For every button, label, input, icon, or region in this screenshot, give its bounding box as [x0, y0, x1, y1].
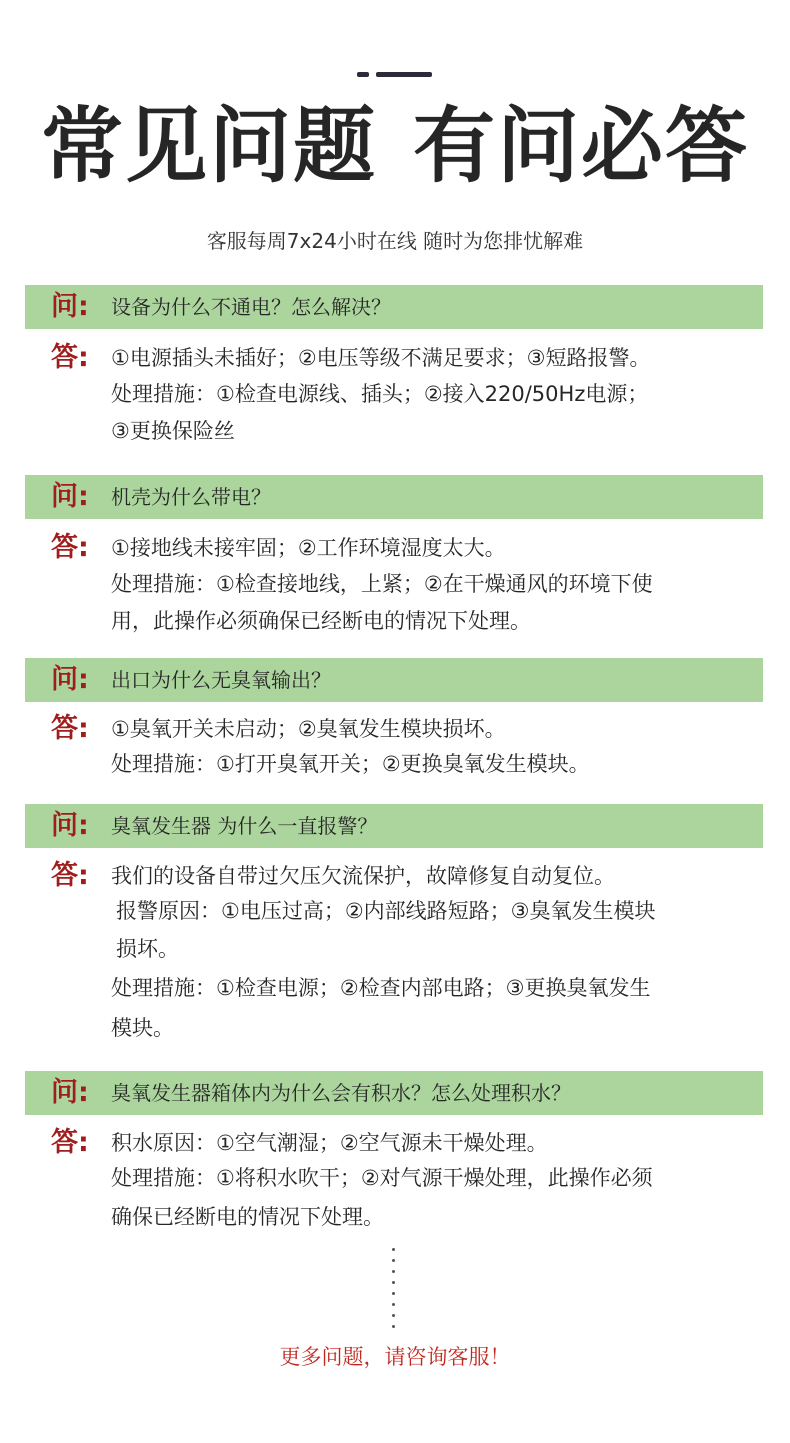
answer-label: 答: — [51, 713, 89, 744]
faq-answer-line: ①臭氧开关未启动；②臭氧发生模块损坏。 — [111, 717, 506, 741]
faq-answer-line: 报警原因：①电压过高；②内部线路短路；③臭氧发生模块 — [116, 899, 656, 923]
faq-answer-line: 确保已经断电的情况下处理。 — [111, 1205, 384, 1229]
faq-answer-line: 处理措施：①打开臭氧开关；②更换臭氧发生模块。 — [111, 752, 590, 776]
faq-answer-line: 损坏。 — [116, 937, 179, 961]
faq-answer-line: 模块。 — [111, 1016, 174, 1040]
faq-question-text: 臭氧发生器箱体内为什么会有积水？怎么处理积水？ — [111, 1081, 571, 1105]
faq-question-bar — [25, 475, 763, 519]
title-decoration-bar — [376, 72, 432, 77]
continuation-dot — [392, 1281, 395, 1284]
continuation-dot — [392, 1303, 395, 1306]
continuation-dot — [392, 1259, 395, 1262]
question-label: 问: — [51, 481, 89, 512]
question-label: 问: — [51, 291, 89, 322]
answer-label: 答: — [51, 860, 89, 891]
answer-label: 答: — [51, 342, 89, 373]
faq-question-bar — [25, 1071, 763, 1115]
faq-answer-line: 处理措施：①检查电源；②检查内部电路；③更换臭氧发生 — [111, 976, 651, 1000]
faq-answer-line: ①电源插头未插好；②电压等级不满足要求；③短路报警。 — [111, 346, 651, 370]
continuation-dot — [392, 1325, 395, 1328]
continuation-dot — [392, 1248, 395, 1251]
faq-question-text: 设备为什么不通电？怎么解决？ — [111, 295, 391, 319]
continuation-dots — [392, 1248, 396, 1336]
page-title-right: 有问必答 — [413, 98, 750, 194]
page-title-left: 常见问题 — [40, 98, 377, 194]
question-label: 问: — [51, 810, 89, 841]
title-decoration-dash — [357, 72, 369, 77]
faq-question-text: 机壳为什么带电？ — [111, 485, 271, 509]
faq-answer-line: ①接地线未接牢固；②工作环境湿度太大。 — [111, 536, 506, 560]
faq-answer-line: 处理措施：①检查电源线、插头；②接入220/50Hz电源； — [111, 382, 649, 406]
continuation-dot — [392, 1292, 395, 1295]
faq-question-text: 出口为什么无臭氧输出？ — [111, 668, 331, 692]
faq-answer-line: 用，此操作必须确保已经断电的情况下处理。 — [111, 609, 531, 633]
page-subtitle: 客服每周7x24小时在线 随时为您排忧解难 — [206, 229, 584, 253]
answer-label: 答: — [51, 532, 89, 563]
question-label: 问: — [51, 664, 89, 695]
answer-label: 答: — [51, 1127, 89, 1158]
faq-answer-line: 处理措施：①检查接地线，上紧；②在干燥通风的环境下使 — [111, 572, 653, 596]
continuation-dot — [392, 1270, 395, 1273]
page-title — [0, 96, 790, 196]
question-label: 问: — [51, 1077, 89, 1108]
faq-question-bar — [25, 804, 763, 848]
faq-answer-line: 我们的设备自带过欠压欠流保护，故障修复自动复位。 — [111, 864, 615, 888]
faq-answer-line: 积水原因：①空气潮湿；②空气源未干燥处理。 — [111, 1131, 548, 1155]
faq-answer-line: ③更换保险丝 — [111, 419, 235, 443]
faq-answer-line: 处理措施：①将积水吹干；②对气源干燥处理，此操作必须 — [111, 1166, 653, 1190]
footer-contact-note: 更多问题，请咨询客服！ — [279, 1345, 511, 1369]
faq-question-bar — [25, 285, 763, 329]
faq-question-text: 臭氧发生器 为什么一直报警？ — [111, 814, 378, 838]
continuation-dot — [392, 1314, 395, 1317]
faq-question-bar — [25, 658, 763, 702]
